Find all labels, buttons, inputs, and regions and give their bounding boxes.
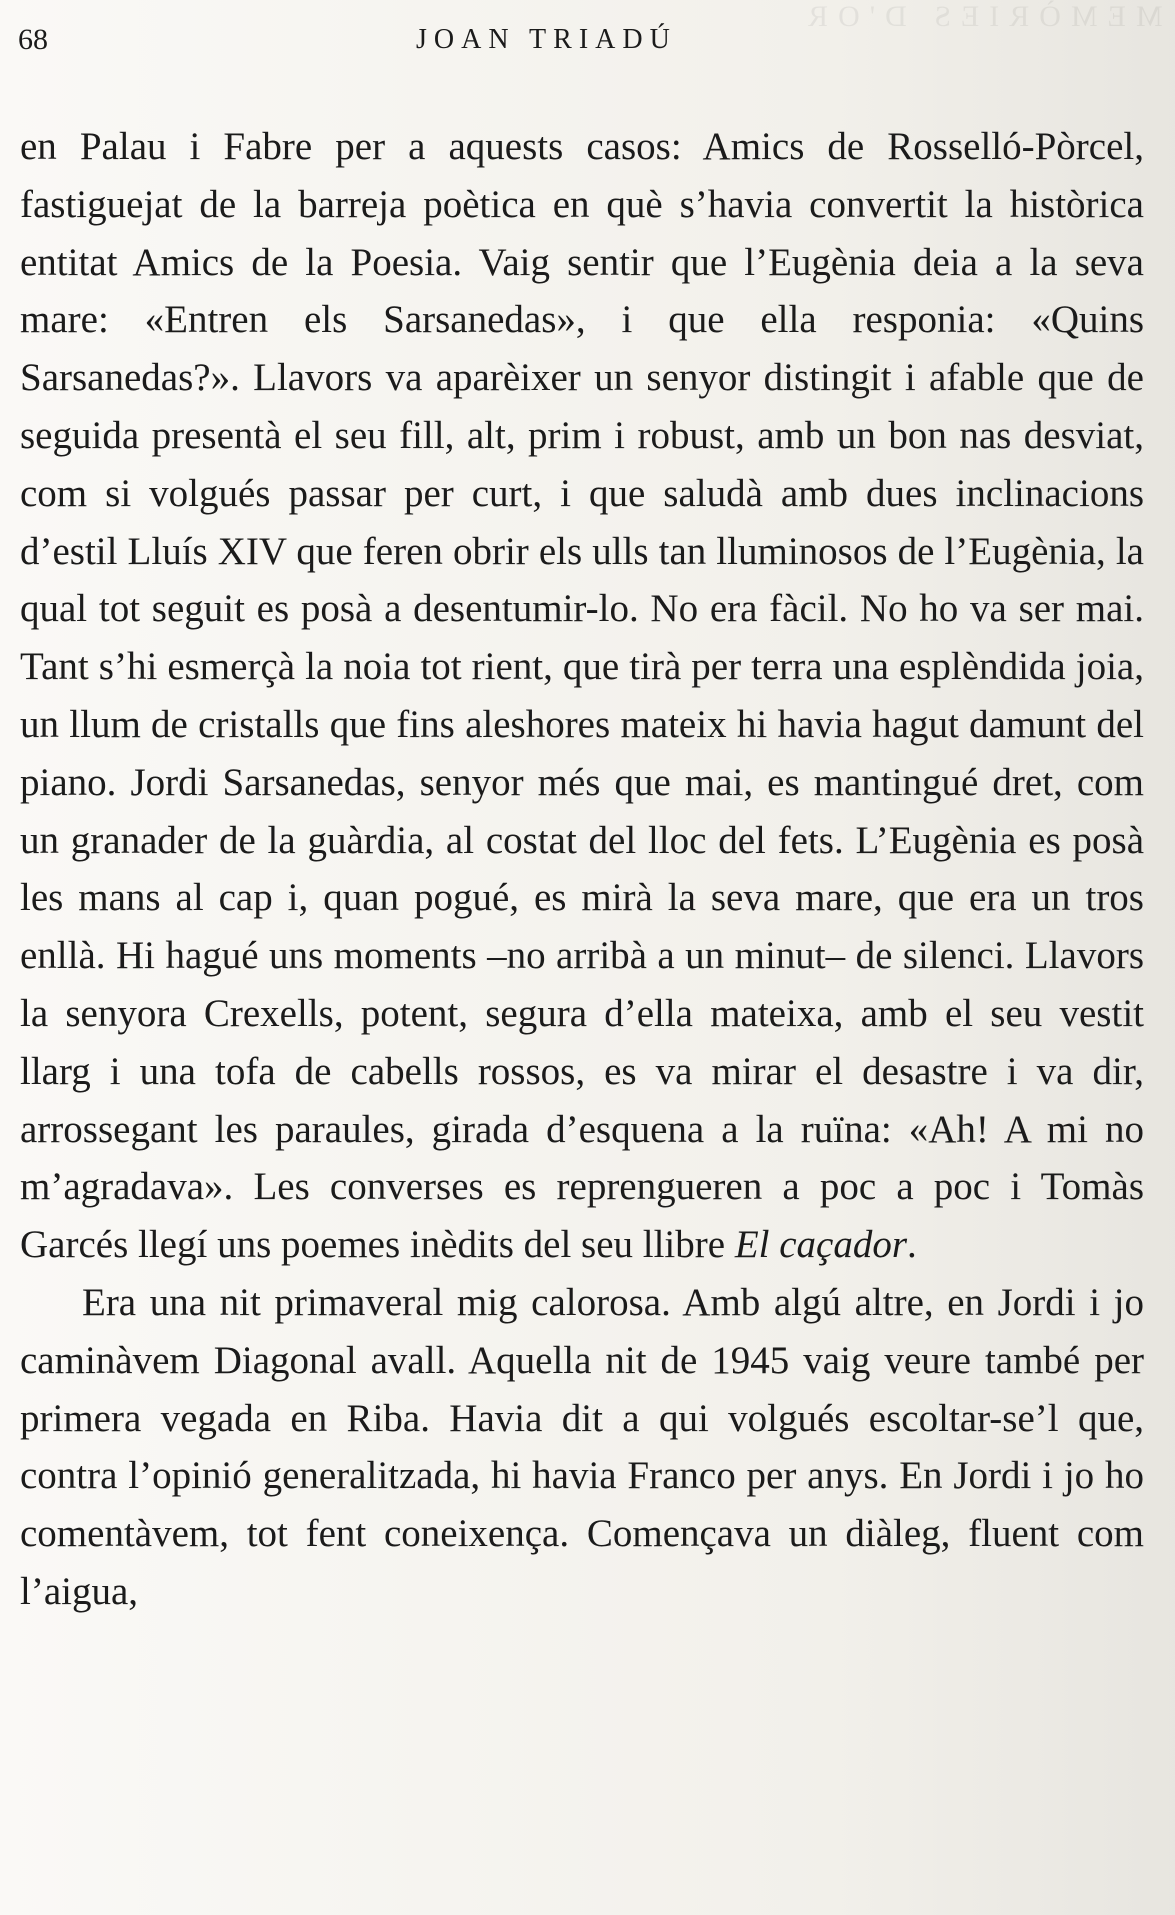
paragraph-1-end: .	[907, 1223, 917, 1267]
page-number: 68	[18, 23, 48, 56]
book-title-italic: El caçador	[734, 1223, 908, 1267]
paragraph-1-text: en Palau i Fabre per a aquests casos: Amics de Rosselló-Pòrcel, fastiguejat de la barreja poètica en què s’havia convertit la històrica entitat Amics de la Poesia. Vaig sentir que l’Eugènia deia a la seva mare: «Entren els Sarsanedas», i que ella responia: «Quins Sarsanedas?». Llavors va aparèixer un senyor distingit i afable que de seguida presentà el seu fill, alt, prim i robust, amb un bon nas desviat, com si volgués passar per curt, i que saludà amb dues inclinacions d’estil Lluís XIV que feren obrir els ulls tan lluminosos de l’Eugènia, la qual tot seguit es posà a desentumir-lo. No era fàcil. No ho va ser mai. Tant s’hi esmerçà la noia tot rient, que tirà per terra una esplèndida joia, un llum de cristalls que fins aleshores mateix hi havia hagut damunt del piano. Jordi Sarsanedas, senyor més que mai, es mantingué dret, com un granader de la guàrdia, al costat del lloc del fets. L’Eugènia es posà les mans al cap i, quan pogué, es mirà la seva mare, que era un tros enllà. Hi hagué uns moments –no arribà a un minut– de silenci. Llavors la senyora Crexells, potent, segura d’ella mateixa, amb el seu vestit llarg i una tofa de cabells rossos, es va mirar el desastre i va dir, arrossegant les paraules, girada d’esquena a la ruïna: «Ah! A mi no m’agradava». Les converses es reprengueren a poc a poc i Tomàs Garcés llegí uns poemes inèdits del seu llibre	[20, 125, 1144, 1267]
page-header	[18, 20, 1155, 60]
paragraph-1	[20, 118, 1144, 1274]
bleed-through-text: MEMÒRIES D'OR	[798, 0, 1163, 33]
body-text	[20, 118, 1144, 1621]
paragraph-2: Era una nit primaveral mig calorosa. Amb algú altre, en Jordi i jo caminàvem Diagonal avall. Aquella nit de 1945 vaig veure també per primera vegada en Riba. Havia dit a qui volgués escoltar-se’l que, contra l’opinió generalitzada, hi havia Franco per anys. En Jordi i jo ho comentàvem, tot fent coneixença. Començava un diàleg, fluent com l’aigua,	[20, 1280, 1144, 1613]
running-head: JOAN TRIADÚ	[416, 24, 677, 55]
